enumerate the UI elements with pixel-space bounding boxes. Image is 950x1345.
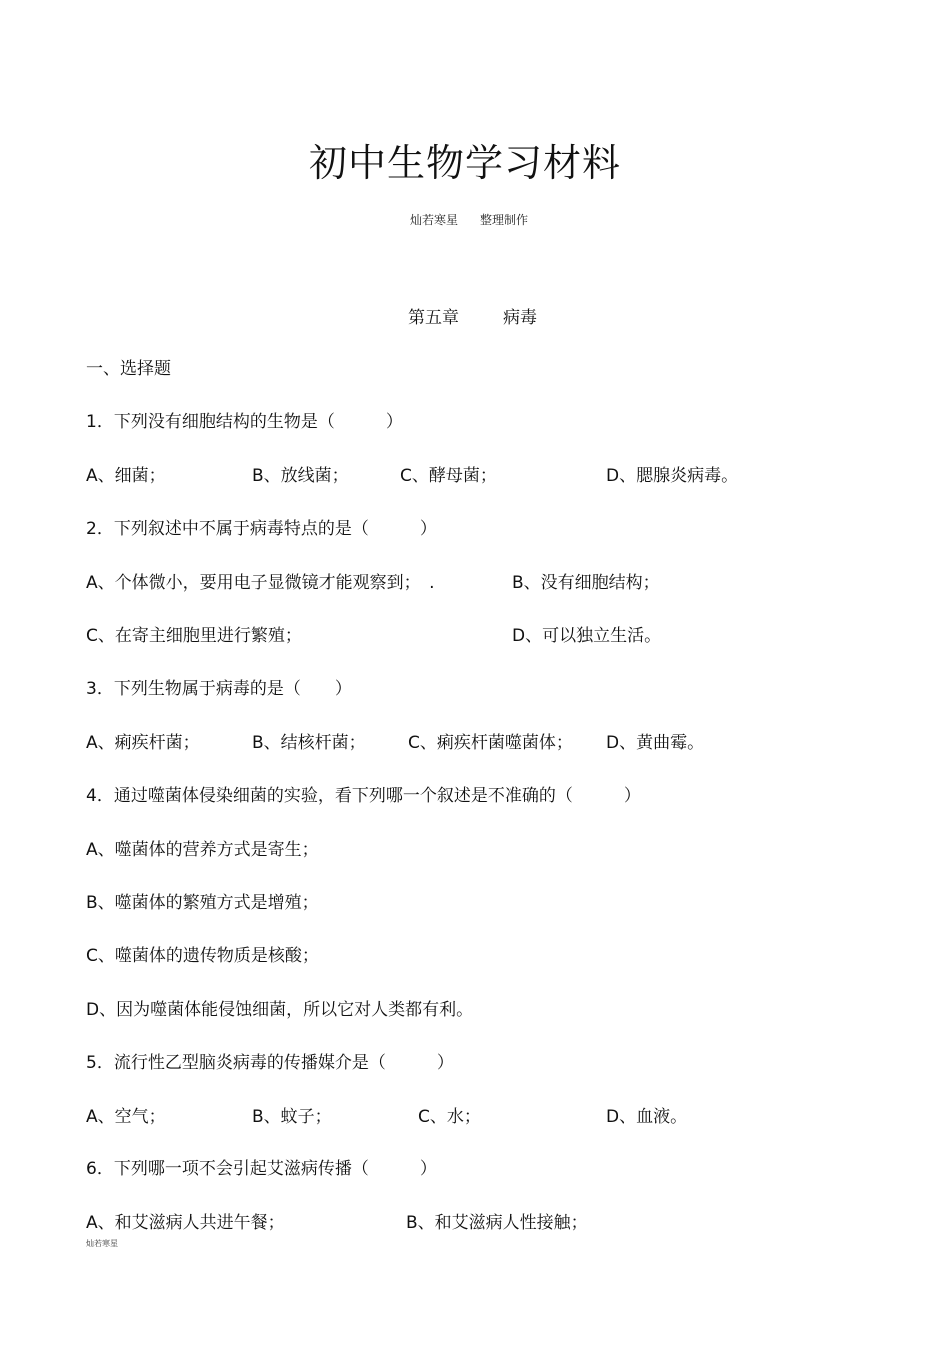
question-4-option-b: B、噬菌体的繁殖方式是增殖； [86, 893, 319, 913]
question-2-stem: 2．下列叙述中不属于病毒特点的是（ ） [86, 519, 437, 539]
chapter-heading [408, 303, 537, 328]
question-6-option-a: A、和艾滋病人共进午餐； [86, 1213, 285, 1233]
question-4-option-a: A、噬菌体的营养方式是寄生； [86, 840, 319, 860]
question-5-option-d: D、血液。 [606, 1107, 688, 1127]
question-3-option-c: C、痢疾杆菌噬菌体； [408, 733, 573, 753]
question-1-option-a: A、细菌； [86, 466, 166, 486]
question-2-option-b: B、没有细胞结构； [512, 573, 660, 593]
credit-text: 整理制作 [480, 213, 529, 227]
question-2-option-a: A、个体微小，要用电子显微镜才能观察到； . [86, 573, 435, 593]
question-6-stem: 6．下列哪一项不会引起艾滋病传播（ ） [86, 1159, 437, 1179]
question-1-option-c: C、酵母菌； [400, 466, 497, 486]
author-name: 灿若寒星 [410, 213, 459, 227]
question-3-stem: 3．下列生物属于病毒的是（ ） [86, 679, 352, 699]
chapter-name: 病毒 [503, 308, 537, 328]
question-2-option-c: C、在寄主细胞里进行繁殖； [86, 626, 302, 646]
question-4-stem: 4．通过噬菌体侵染细菌的实验，看下列哪一个叙述是不准确的（ ） [86, 786, 641, 806]
question-3-option-a: A、痢疾杆菌； [86, 733, 200, 753]
document-title: 初中生物学习材料 [308, 141, 621, 185]
question-6-option-b: B、和艾滋病人性接触； [406, 1213, 588, 1233]
question-4-option-c: C、噬菌体的遗传物质是核酸； [86, 946, 319, 966]
question-4-option-d: D、因为噬菌体能侵蚀细菌，所以它对人类都有利。 [86, 1000, 474, 1020]
question-2-option-d: D、可以独立生活。 [512, 626, 662, 646]
question-1-option-b: B、放线菌； [252, 466, 349, 486]
document-subtitle [410, 211, 528, 228]
question-1-option-d: D、腮腺炎病毒。 [606, 466, 739, 486]
question-3-option-d: D、黄曲霉。 [606, 733, 705, 753]
section-heading: 一、选择题 [86, 359, 171, 379]
question-5-option-a: A、空气； [86, 1107, 166, 1127]
page-footer: 灿若寒星 [86, 1239, 118, 1248]
question-3-option-b: B、结核杆菌； [252, 733, 366, 753]
chapter-number: 第五章 [408, 308, 459, 328]
question-5-option-c: C、水； [418, 1107, 481, 1127]
question-5-stem: 5．流行性乙型脑炎病毒的传播媒介是（ ） [86, 1053, 454, 1073]
question-5-option-b: B、蚊子； [252, 1107, 332, 1127]
question-1-stem: 1．下列没有细胞结构的生物是（ ） [86, 412, 403, 432]
